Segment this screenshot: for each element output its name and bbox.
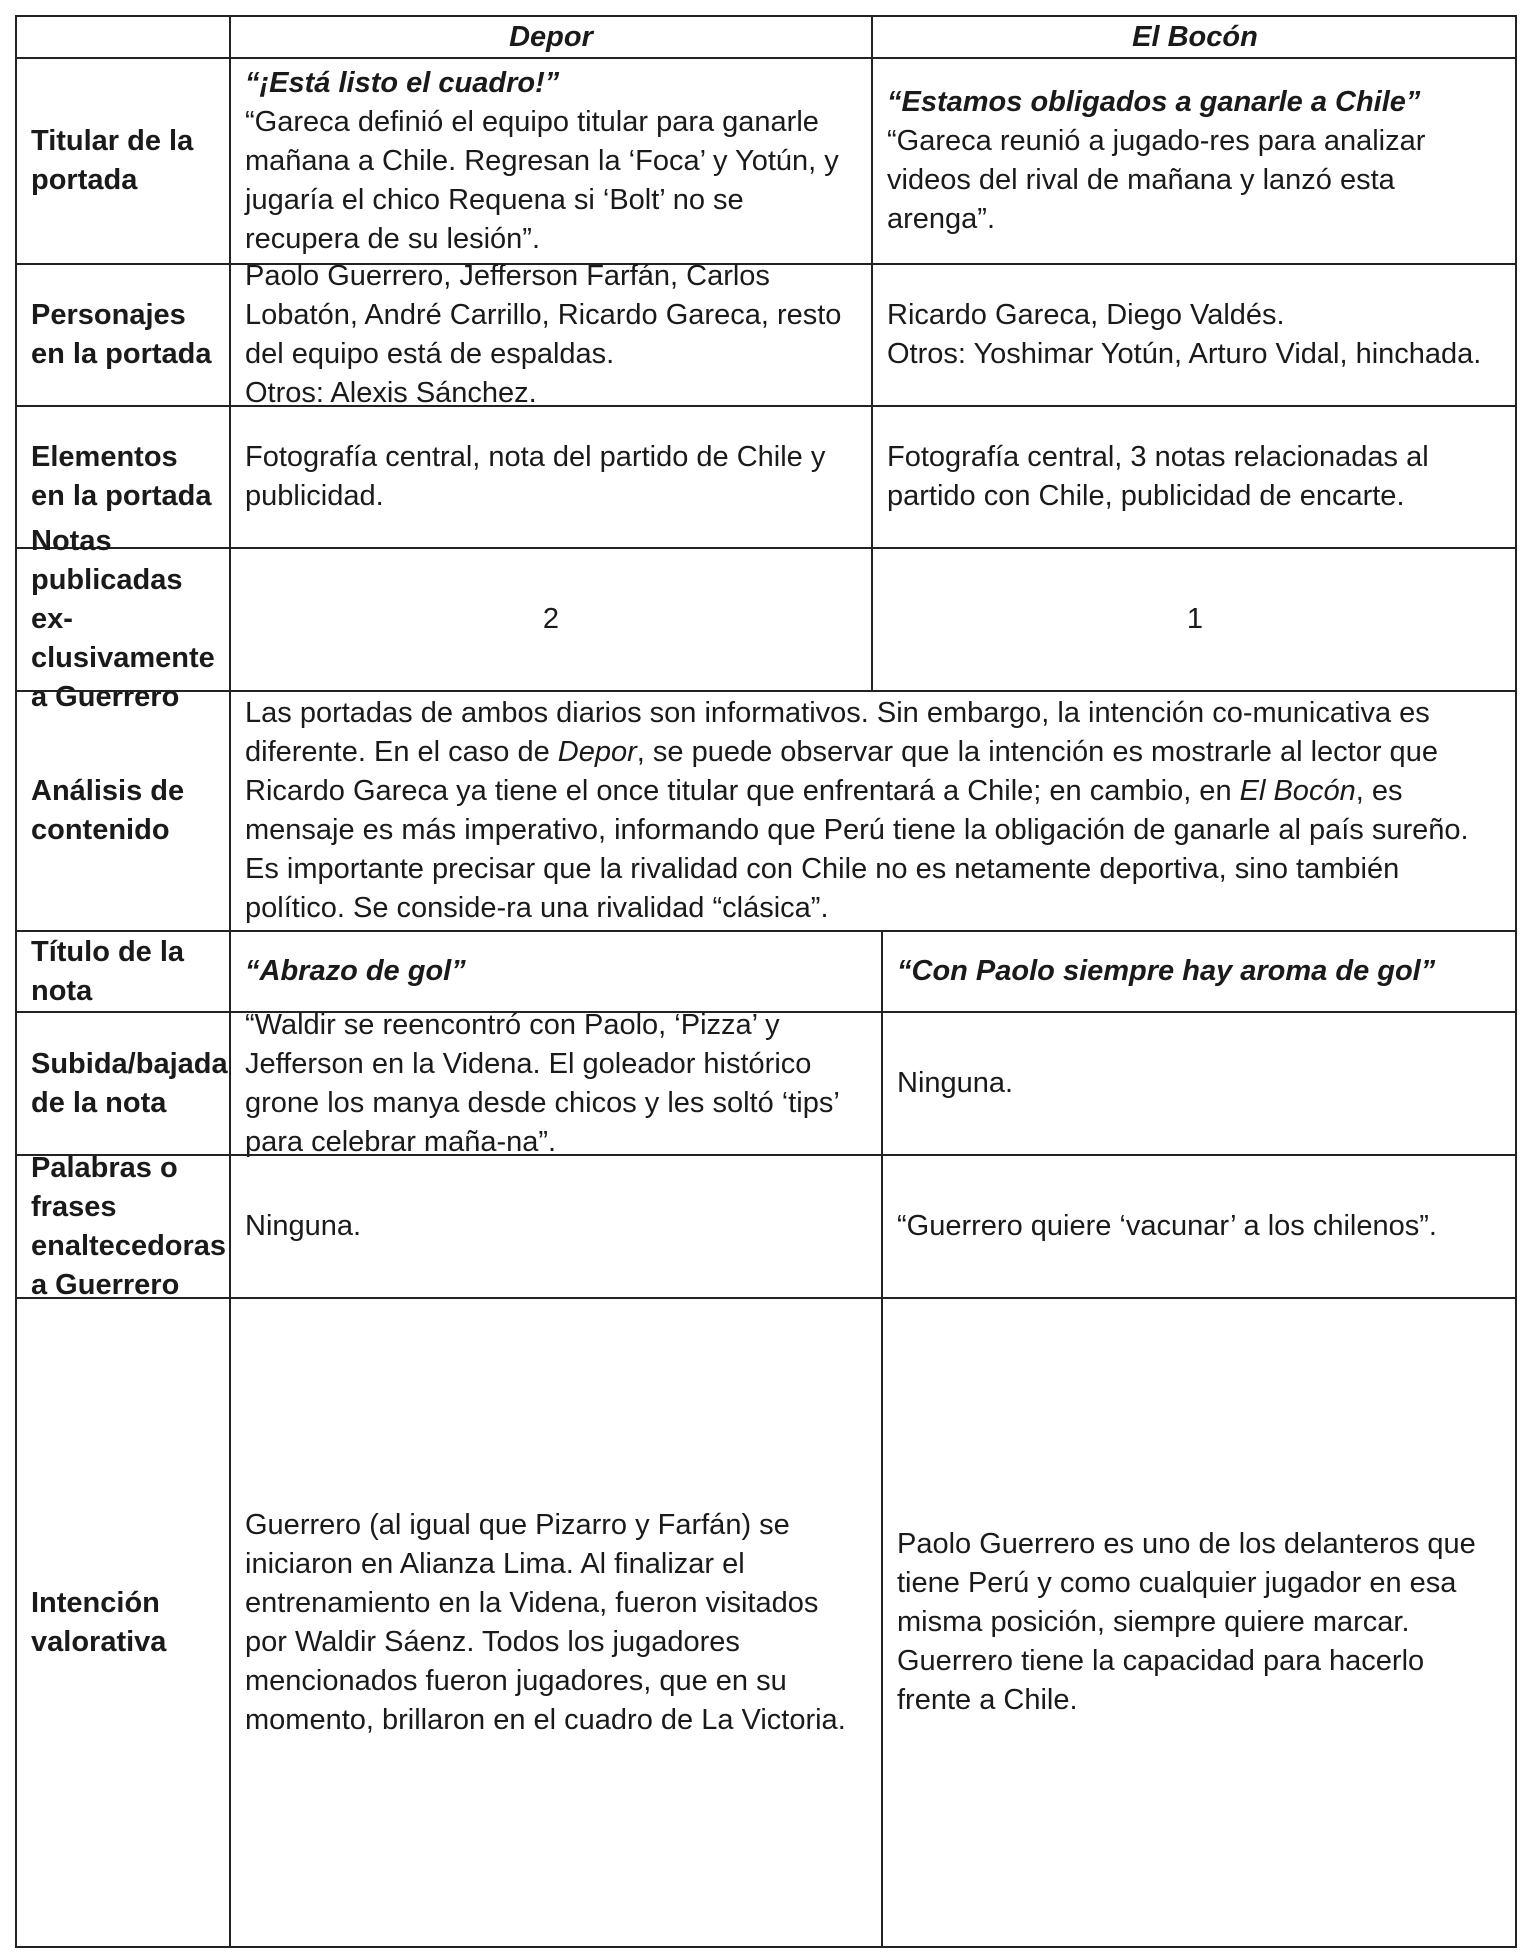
row-notas [17,525,1515,713]
row-titular [17,57,1515,263]
bocon-praise-words: “Guerrero quiere ‘vacunar’ a los chilenos”. [897,1210,1437,1242]
label-text: Subida/bajada de la nota [31,1047,228,1119]
row-analisis [17,690,1515,930]
depor-elements: Fotografía central, nota del partido de Chile y publicidad. [245,441,826,512]
depor-characters: Paolo Guerrero, Jefferson Farfán, Carlos Lobatón, André Carrillo, Ricardo Gareca, resto del equipo está de espaldas. [245,260,842,370]
analysis-paragraph [245,694,1503,928]
row-elementos [17,405,1515,547]
row-titulo-nota [17,930,1515,1011]
comparison-table [15,15,1517,1948]
bocon-evaluative-intent: Paolo Guerrero es uno de los delanteros que tiene Perú y como cualquier jugador en esa misma posición, siempre quiere marcar. Guerrero tiene la capacidad para hacerlo frente a Chile. [897,1528,1476,1716]
bocon-elements: Fotografía central, 3 notas relacionadas al partido con Chile, publicidad de encarte. [887,441,1429,512]
cell-elementos-depor [229,407,871,547]
bocon-characters: Ricardo Gareca, Diego Valdés. [887,299,1285,331]
cell-personajes-depor [229,260,871,409]
label-text: Notas publicadas ex-clusivamente a Guerrero [31,525,215,713]
depor-subtitle: “Waldir se reencontró con Paolo, ‘Pizza’ y Jefferson en la Videna. El goleador histórico grone los manya desde chicos y les soltó ‘tips’ para celebrar maña-na”. [245,1008,839,1158]
depor-note-title: “Abrazo de gol” [245,955,466,987]
cell-palabras-depor [229,1156,881,1297]
label-intencion [17,1299,229,1946]
analysis-text-b: , se puede observar que la intención es mostrarle al lector que Ricardo Gareca ya tiene el once titular que enfrentará a Chile; en cambio, en [245,736,1438,807]
cell-subida-bocon [881,1013,1517,1154]
label-text: Análisis de contenido [31,775,185,846]
bocon-others: Otros: Yoshimar Yotún, Arturo Vidal, hinchada. [887,338,1482,370]
analysis-text-a: Las portadas de ambos diarios son informativos. Sin embargo, la intención co-municativa es diferente. En el caso de [245,697,1430,768]
bocon-note-title: “Con Paolo siempre hay aroma de gol” [897,955,1436,987]
label-palabras [17,1151,229,1301]
label-notas [17,525,229,713]
depor-headline-text: “Gareca definió el equipo titular para ganarle mañana a Chile. Regresan la ‘Foca’ y Yotún, y jugaría el chico Requena si ‘Bolt’ no se recupera de su lesión”. [245,105,839,255]
header-depor: Depor [229,17,871,57]
bocon-subtitle: Ninguna. [897,1067,1014,1099]
label-text: Palabras o frases enaltecedoras a Guerrero [31,1151,227,1301]
analysis-text-c: , es mensaje es más imperativo, informando que Perú tiene la obligación de ganarle al país sureño. Es importante precisar que la rivalidad con Chile no es netamente deportiva, sino también político. Se conside-ra una rivalidad “clásica”. [245,775,1469,924]
bocon-headline-text: “Gareca reunió a jugado-res para analizar videos del rival de mañana y lanzó esta arenga”. [887,125,1426,235]
depor-notes-count: 2 [542,603,560,635]
label-titulo-nota [17,932,229,1011]
cell-notas-depor [229,549,871,690]
label-text: Personajes en la portada [31,299,212,370]
cell-palabras-bocon [881,1156,1517,1297]
cell-intencion-depor [229,1299,881,1946]
analysis-bocon-ref: El Bocón [1239,775,1356,807]
label-titular [17,59,229,263]
label-text: Elementos en la portada [31,441,212,512]
header-row [17,17,1515,57]
cell-subida-depor [229,1008,881,1158]
cell-titular-bocon [871,59,1517,263]
depor-praise-words: Ninguna. [245,1210,362,1242]
label-personajes [17,265,229,405]
cell-titulo-bocon [881,932,1517,1011]
row-subida [17,1008,1515,1158]
analysis-depor-ref: Depor [557,736,637,768]
bocon-notes-count: 1 [1186,603,1204,635]
row-intencion [17,1297,1515,1946]
label-analisis [17,692,229,930]
label-subida [17,1013,229,1154]
label-text: Título de la nota [31,935,185,1007]
label-text: Intención valorativa [31,1586,167,1658]
cell-titular-depor [229,59,871,263]
cell-personajes-bocon [871,265,1517,405]
row-personajes [17,260,1515,409]
cell-intencion-bocon [881,1299,1517,1946]
depor-evaluative-intent: Guerrero (al igual que Pizarro y Farfán) se iniciaron en Alianza Lima. Al finalizar el entrenamiento en la Videna, fueron visitados por Waldir Sáenz. Todos los jugadores mencionados fueron jugadores, que en su momento, brillaron en el cuadro de La Victoria. [245,1508,846,1736]
depor-others: Otros: Alexis Sánchez. [245,377,537,409]
cell-notas-bocon [871,549,1517,690]
cell-elementos-bocon [871,407,1517,547]
cell-analisis [229,692,1517,930]
depor-headline: “¡Está listo el cuadro!” [245,66,560,99]
row-palabras [17,1151,1515,1301]
header-empty-cell [17,17,229,57]
header-el-bocon: El Bocón [871,17,1517,57]
label-text: Titular de la portada [31,125,194,196]
cell-titulo-depor [229,932,881,1011]
bocon-headline: “Estamos obligados a ganarle a Chile” [887,86,1421,118]
